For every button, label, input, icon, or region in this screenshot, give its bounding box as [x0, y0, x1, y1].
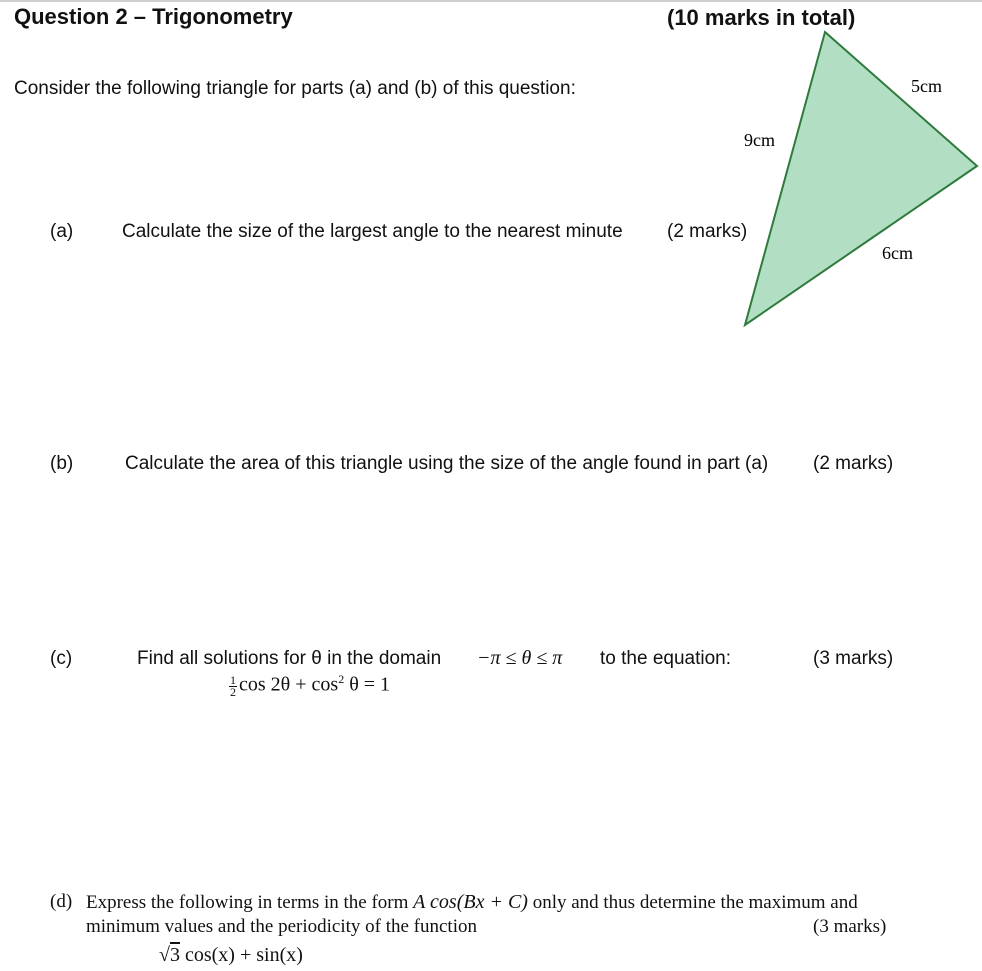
part-a-marks: (2 marks): [667, 221, 748, 242]
label-6cm: 6cm: [882, 243, 913, 263]
total-marks: (10 marks in total): [667, 5, 856, 30]
triangle-diagram: [735, 25, 982, 335]
label-9cm: 9cm: [744, 130, 775, 150]
intro-text: Consider the following triangle for parts (a) and (b) of this question:: [14, 78, 576, 99]
one-half-fraction: $\frac{1}{2}$: [230, 672, 236, 699]
part-c-text-before: Find all solutions for θ in the domain: [137, 648, 442, 669]
part-a-label: (a): [50, 221, 74, 242]
triangle-shape: [745, 32, 977, 325]
part-c-text-after: to the equation:: [600, 648, 731, 669]
part-b-text: Calculate the area of this triangle using the size of the angle found in part (a): [125, 453, 769, 474]
part-d-line2: minimum values and the periodicity of the function: [86, 916, 477, 937]
sqrt-radicand: 3: [169, 944, 180, 966]
part-b-marks: (2 marks): [813, 453, 894, 474]
part-c-domain: −π ≤ θ ≤ π: [477, 647, 563, 669]
question-title: Question 2 – Trigonometry: [14, 4, 293, 29]
part-d-form: A cos(Bx + C): [413, 891, 528, 913]
part-a-text: Calculate the size of the largest angle to the nearest minute: [122, 221, 623, 242]
part-d-label: (d): [50, 891, 73, 912]
part-d-marks: (3 marks): [813, 916, 887, 937]
part-b-label: (b): [50, 453, 74, 474]
part-c-label: (c): [50, 648, 73, 669]
page-top-border: [0, 0, 982, 2]
part-d-expression: √3 cos(x) + sin(x): [159, 944, 303, 966]
part-c-marks: (3 marks): [813, 648, 894, 669]
label-5cm: 5cm: [911, 76, 942, 96]
part-c-equation: $\frac{1}{2}$ $\cos 2\theta + \cos^2 \theta = 1$: [230, 672, 391, 699]
part-d-line1: Express the following in terms in the form A cos(Bx + C) only and thus determine the maximum and: [86, 891, 858, 913]
